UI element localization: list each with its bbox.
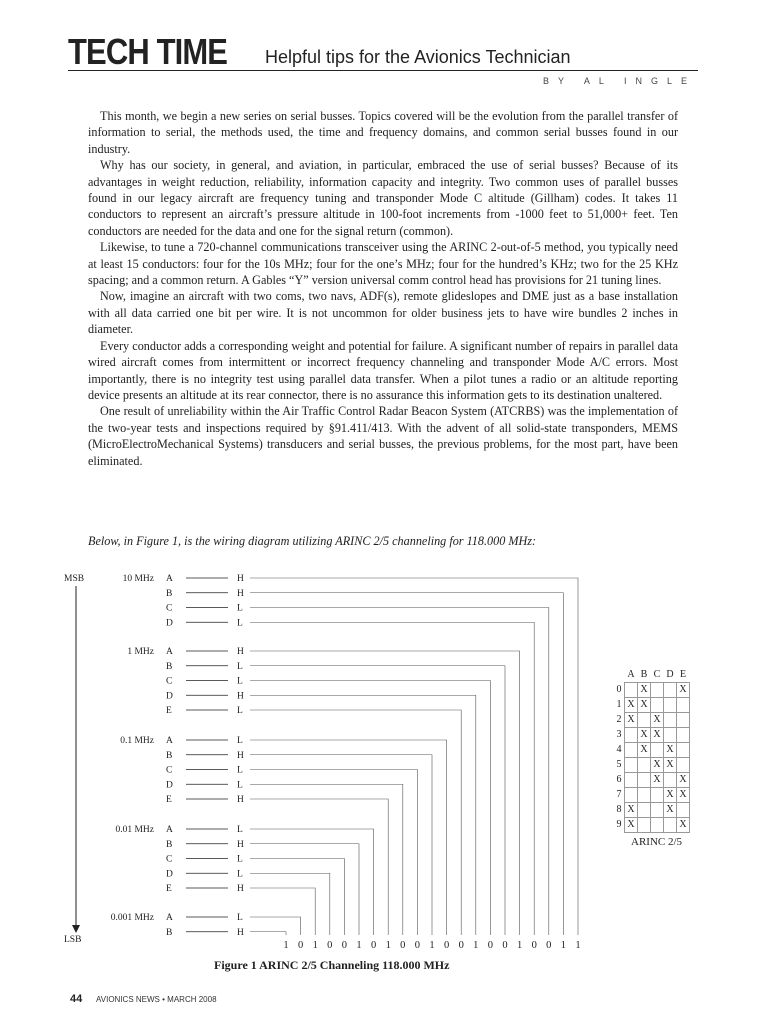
- wire-level: L: [237, 825, 243, 835]
- table-row: [614, 683, 690, 698]
- bit-value: 0: [458, 940, 464, 951]
- table-cell: [638, 818, 651, 833]
- page-footer: [70, 993, 217, 1005]
- table-cell: [677, 698, 690, 713]
- wire-level: L: [237, 765, 243, 776]
- wire-trace: [250, 770, 417, 936]
- wire-letter: A: [166, 647, 173, 657]
- bit-value: 1: [575, 940, 581, 951]
- row-digit: 2: [616, 714, 622, 725]
- wire-trace: [250, 666, 505, 935]
- wire-letter: D: [166, 869, 173, 880]
- table-cell: X: [664, 788, 677, 803]
- column-header: E: [679, 669, 687, 680]
- bit-value: 0: [341, 940, 348, 951]
- table-cell: [664, 698, 677, 713]
- group-label: 0.001 MHz: [110, 913, 154, 923]
- wire-level: H: [237, 927, 244, 938]
- table-cell: X: [651, 728, 664, 743]
- wire-level: H: [237, 574, 244, 584]
- bit-value: 0: [400, 940, 406, 951]
- wire-letter: B: [166, 839, 173, 850]
- wire-level: L: [237, 706, 243, 716]
- wire-level: H: [237, 884, 244, 894]
- group-label: 1 MHz: [127, 647, 154, 657]
- table-cell: X: [677, 788, 690, 803]
- row-digit: 3: [616, 729, 622, 740]
- wire-trace: [250, 859, 344, 936]
- wire-trace: [250, 888, 315, 935]
- table-cell: X: [664, 803, 677, 818]
- wire-letter: D: [166, 691, 173, 702]
- table-header-row: [614, 668, 690, 683]
- wire-level: H: [237, 839, 244, 850]
- wire-trace: [250, 695, 476, 935]
- bit-value: 1: [283, 940, 289, 951]
- table-cell: [651, 803, 664, 818]
- table-cell: X: [625, 713, 638, 728]
- table-cell: [664, 728, 677, 743]
- row-digit: 7: [616, 789, 622, 800]
- issue-date: MARCH 2008: [167, 995, 217, 1004]
- table-row: [614, 728, 690, 743]
- table-cell: [651, 818, 664, 833]
- bit-value: 1: [560, 940, 567, 951]
- bit-value: 1: [473, 940, 479, 951]
- bit-value: 0: [297, 940, 304, 951]
- table-cell: X: [651, 773, 664, 788]
- table-cell: [651, 788, 664, 803]
- wire-letter: E: [166, 884, 172, 894]
- arinc-table-caption: ARINC 2/5: [631, 836, 683, 848]
- column-title: TECH TIME: [68, 31, 228, 72]
- wire-letter: B: [166, 750, 173, 761]
- wire-trace: [250, 578, 578, 935]
- wire-trace: [250, 932, 286, 935]
- paragraph: This month, we begin a new series on serial busses. Topics covered will be the evolution from the parallel transfer of information to serial, the methods used, the time and frequency domains, and common serial busses found in our industry.: [88, 109, 678, 156]
- row-digit: 4: [616, 744, 622, 755]
- wire-level: H: [237, 750, 244, 761]
- table-cell: [677, 743, 690, 758]
- wire-level: L: [237, 661, 243, 672]
- table-cell: X: [677, 818, 690, 833]
- table-row: [614, 803, 690, 818]
- wire-letter: B: [166, 927, 173, 938]
- paragraph: Why has our society, in general, and aviation, in particular, embraced the use of serial busses? Because of its advantages in weight reduction, reliability, information capacity and integrity. Two common uses of parallel busses found in our legacy aircraft are frequency tuning and transponder Mode C altitude (Gillham) codes. It takes 11 conductors to represent an aircraft’s pressure altitude in 100-foot increments from -1000 feet to 51,000+ feet. Ten conductors are needed for the data and one for the signal return (common).: [88, 158, 678, 238]
- paragraph: Now, imagine an aircraft with two coms, two navs, ADF(s), remote glideslopes and DME just as a base installation with all data carried one bit per wire. It is not uncommon for older business jets to have wire bundles 2 inches in diameter.: [88, 289, 678, 337]
- publication-name: AVIONICS NEWS: [96, 995, 160, 1004]
- wire-letter: C: [166, 854, 173, 865]
- wire-trace: [250, 799, 388, 935]
- down-arrow-icon: [72, 925, 80, 933]
- wire-trace: [250, 873, 330, 935]
- paragraph: One result of unreliability within the Air Traffic Control Radar Beacon System (ATCRBS) was the implementation of the two-year tests and inspections required by §91.411/413. With the advent of all solid-state transponders, MEMS (MicroElectroMechanical Systems) transducers and serial busses, the previous problems, for the most part, have been eliminated.: [88, 404, 678, 468]
- table-cell: [677, 758, 690, 773]
- wire-level: L: [237, 913, 243, 923]
- bit-value: 0: [327, 940, 333, 951]
- table-cell: [651, 743, 664, 758]
- figure-lead-in: Below, in Figure 1, is the wiring diagram utilizing ARINC 2/5 channeling for 118.000 MHz:: [88, 534, 537, 548]
- column-header: A: [627, 669, 635, 680]
- bit-value: 0: [531, 940, 537, 951]
- wire-letter: C: [166, 765, 173, 776]
- bit-value: 0: [487, 940, 494, 951]
- bit-value: 1: [312, 940, 318, 951]
- wire-level: L: [237, 618, 243, 629]
- table-row: [614, 773, 690, 788]
- table-cell: [677, 728, 690, 743]
- table-cell: X: [625, 803, 638, 818]
- figure-caption: Figure 1 ARINC 2/5 Channeling 118.000 MHz: [214, 958, 450, 972]
- bit-value: 1: [516, 940, 523, 951]
- wire-level: H: [237, 588, 244, 599]
- wire-level: L: [237, 854, 243, 865]
- wire-level: L: [237, 603, 243, 614]
- arinc-table: [614, 668, 690, 833]
- wire-level: L: [237, 780, 243, 791]
- wire-level: L: [237, 869, 243, 880]
- table-cell: X: [651, 713, 664, 728]
- table-cell: X: [638, 728, 651, 743]
- table-cell: X: [638, 683, 651, 698]
- wire-letter: C: [166, 676, 173, 687]
- table-cell: X: [625, 818, 638, 833]
- table-cell: [664, 818, 677, 833]
- wire-trace: [250, 681, 490, 936]
- bit-value: 0: [370, 940, 377, 951]
- table-cell: [638, 758, 651, 773]
- table-cell: [638, 788, 651, 803]
- table-cell: X: [625, 698, 638, 713]
- table-corner: [614, 668, 625, 683]
- table-row: [614, 698, 690, 713]
- msb-label: MSB: [64, 574, 85, 584]
- table-cell: [625, 758, 638, 773]
- row-digit: 5: [616, 759, 622, 770]
- table-cell: [638, 803, 651, 818]
- bit-value: 0: [414, 940, 421, 951]
- table-cell: [625, 743, 638, 758]
- table-cell: X: [677, 773, 690, 788]
- wire-trace: [250, 710, 461, 935]
- wire-letter: C: [166, 603, 173, 614]
- footer-separator: •: [162, 995, 165, 1004]
- table-row: [614, 788, 690, 803]
- column-header: D: [666, 669, 674, 680]
- wire-level: H: [237, 795, 244, 805]
- wire-trace: [250, 608, 549, 936]
- table-cell: [677, 713, 690, 728]
- column-tagline: Helpful tips for the Avionics Technician: [265, 47, 571, 67]
- bit-value: 0: [443, 940, 450, 951]
- wire-letter: D: [166, 780, 173, 791]
- table-cell: [625, 773, 638, 788]
- column-header: B: [640, 669, 648, 680]
- column-header: C: [653, 669, 661, 680]
- wire-trace: [250, 917, 301, 935]
- wire-trace: [250, 829, 374, 935]
- table-row: [614, 758, 690, 773]
- table-cell: X: [664, 743, 677, 758]
- paragraph: Every conductor adds a corresponding weight and potential for failure. A significant number of repairs in parallel data wired aircraft comes from intermittent or incorrect frequency channeling and transponder Mode A/C errors. Most importantly, there is no integrity test using parallel data transfer. When a pilot tunes a radio or an altitude reporting device presents an altitude at its rear connector, there is no assurance this information gets to its destination unaltered.: [88, 338, 678, 402]
- table-cell: X: [664, 758, 677, 773]
- wire-letter: A: [166, 913, 173, 923]
- wire-trace: [250, 651, 520, 935]
- byline: BY AL INGLE: [542, 76, 696, 86]
- wire-trace: [250, 844, 359, 935]
- table-cell: [625, 788, 638, 803]
- wire-level: H: [237, 647, 244, 657]
- bit-value: 1: [385, 940, 391, 951]
- table-cell: X: [651, 758, 664, 773]
- bit-value: 1: [356, 940, 362, 951]
- table-row: [614, 818, 690, 833]
- row-digit: 1: [616, 699, 622, 710]
- bit-value: 0: [546, 940, 552, 951]
- table-cell: [664, 683, 677, 698]
- table-cell: [677, 803, 690, 818]
- wire-trace: [250, 755, 432, 935]
- table-cell: [664, 773, 677, 788]
- table-cell: X: [638, 698, 651, 713]
- bit-value: 1: [429, 940, 435, 951]
- table-cell: [625, 683, 638, 698]
- group-label: 10 MHz: [122, 574, 154, 584]
- table-cell: [651, 698, 664, 713]
- table-cell: [638, 773, 651, 788]
- table-row: [614, 743, 690, 758]
- wire-letter: B: [166, 661, 173, 672]
- wire-trace: [250, 593, 563, 935]
- table-cell: [651, 683, 664, 698]
- wire-level: H: [237, 691, 244, 702]
- table-cell: [638, 713, 651, 728]
- wire-letter: A: [166, 736, 173, 746]
- wire-trace: [250, 784, 403, 935]
- row-digit: 6: [616, 774, 622, 785]
- row-digit: 9: [616, 819, 622, 830]
- paragraph: Likewise, to tune a 720-channel communications transceiver using the ARINC 2-out-of-5 method, you typically need at least 15 conductors: four for the 10s MHz; four for the one’s MHz; four for the hundred’s KHz; two for the 25 KHz spacing; and a common return. A Gables “Y” version universal comm control head has provisions for 21 tuning lines.: [88, 240, 678, 288]
- wire-letter: E: [166, 795, 172, 805]
- group-label: 0.1 MHz: [120, 736, 154, 746]
- lsb-label: LSB: [64, 935, 82, 945]
- row-digit: 8: [616, 804, 622, 815]
- table-cell: [625, 728, 638, 743]
- table-cell: X: [677, 683, 690, 698]
- table-cell: [664, 713, 677, 728]
- wire-letter: B: [166, 588, 173, 599]
- wire-letter: D: [166, 618, 173, 629]
- wire-letter: A: [166, 825, 173, 835]
- wire-level: L: [237, 676, 243, 687]
- row-digit: 0: [616, 684, 622, 695]
- wire-level: L: [237, 736, 243, 746]
- page-number: 44: [70, 993, 83, 1005]
- group-label: 0.01 MHz: [115, 825, 154, 835]
- wire-letter: A: [166, 574, 173, 584]
- wire-letter: E: [166, 706, 172, 716]
- table-row: [614, 713, 690, 728]
- bit-value: 0: [502, 940, 508, 951]
- table-cell: X: [638, 743, 651, 758]
